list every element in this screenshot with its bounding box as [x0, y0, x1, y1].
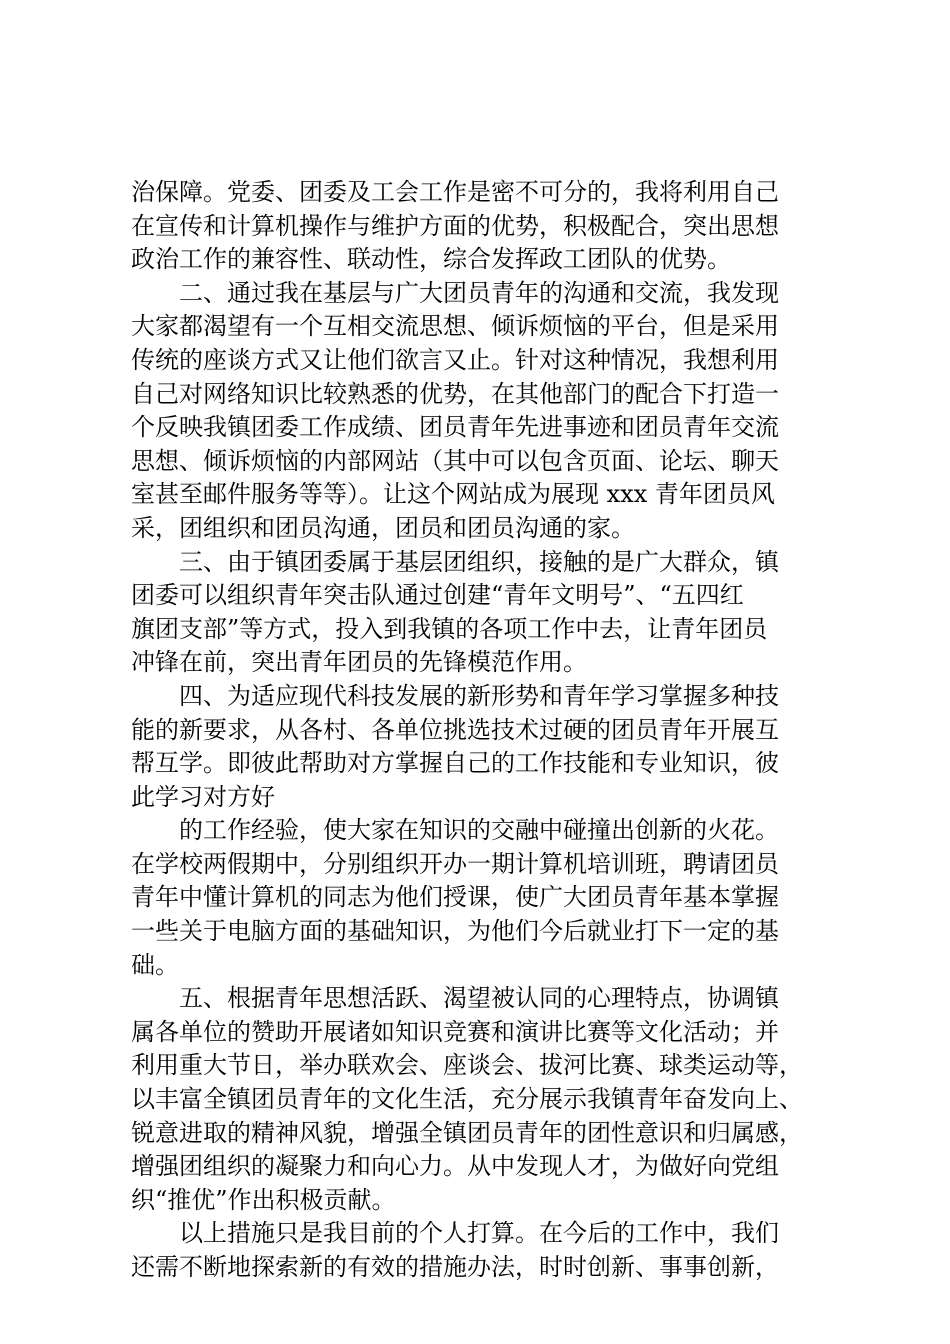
- text-line: 的工作经验，使大家在知识的交融中碰撞出创新的火花。: [179, 816, 779, 845]
- body-text: [131, 176, 831, 1285]
- text-line: 础。: [131, 950, 179, 979]
- text-line: 此学习对方好: [131, 782, 275, 811]
- text-line: 增强团组织的凝聚力和向心力。从中发现人才，为做好向党组: [131, 1152, 779, 1181]
- text-line: 以丰富全镇团员青年的文化生活，充分展示我镇青年奋发向上、: [131, 1085, 803, 1114]
- text-line: 四、为适应现代科技发展的新形势和青年学习掌握多种技: [179, 681, 779, 710]
- text-line: 二、通过我在基层与广大团员青年的沟通和交流，我发现: [179, 278, 779, 307]
- text-line: 三、由于镇团委属于基层团组织，接触的是广大群众，镇: [179, 547, 779, 576]
- text-line: 政治工作的兼容性、联动性，综合发挥政工团队的优势。: [131, 245, 731, 274]
- text-line: 帮互学。即彼此帮助对方掌握自己的工作技能和专业知识，彼: [131, 749, 779, 778]
- text-line: 团委可以组织青年突击队通过创建“青年文明号”、“五四红: [131, 581, 744, 610]
- text-line: 思想、倾诉烦恼的内部网站（其中可以包含页面、论坛、聊天: [131, 446, 779, 475]
- text-line: 一些关于电脑方面的基础知识，为他们今后就业打下一定的基: [131, 917, 779, 946]
- text-line: 属各单位的赞助开展诸如知识竞赛和演讲比赛等文化活动；并: [131, 1017, 779, 1046]
- text-line: 自己对网络知识比较熟悉的优势，在其他部门的配合下打造一: [131, 379, 779, 408]
- text-line: 室甚至邮件服务等等）。让这个网站成为展现 xxx 青年团员风: [131, 480, 775, 509]
- text-line: 治保障。党委、团委及工会工作是密不可分的，我将利用自己: [131, 178, 779, 206]
- text-line: 利用重大节日，举办联欢会、座谈会、拔河比赛、球类运动等，: [131, 1051, 803, 1080]
- text-line: 在宣传和计算机操作与维护方面的优势，积极配合，突出思想: [131, 211, 779, 240]
- text-line: 大家都渴望有一个互相交流思想、倾诉烦恼的平台，但是采用: [131, 312, 779, 341]
- text-line: 采，团组织和团员沟通，团员和团员沟通的家。: [131, 513, 635, 542]
- text-line: 旗团支部”等方式，投入到我镇的各项工作中去，让青年团员: [131, 614, 768, 643]
- text-line: 锐意进取的精神风貌，增强全镇团员青年的团性意识和归属感，: [131, 1118, 803, 1147]
- text-line: 以上措施只是我目前的个人打算。在今后的工作中，我们: [179, 1219, 779, 1248]
- text-line: 能的新要求，从各村、各单位挑选技术过硬的团员青年开展互: [131, 715, 779, 744]
- text-line: 青年中懂计算机的同志为他们授课，使广大团员青年基本掌握: [131, 883, 779, 912]
- text-line: 在学校两假期中，分别组织开办一期计算机培训班，聘请团员: [131, 849, 779, 878]
- text-line: 还需不断地探索新的有效的措施办法，时时创新、事事创新，: [131, 1253, 779, 1281]
- text-line: 传统的座谈方式又让他们欲言又止。针对这种情况，我想利用: [131, 345, 779, 374]
- text-line: 冲锋在前，突出青年团员的先锋模范作用。: [131, 648, 587, 677]
- text-line: 个反映我镇团委工作成绩、团员青年先进事迹和团员青年交流: [131, 413, 779, 442]
- text-line: 织“推优”作出积极贡献。: [131, 1185, 396, 1214]
- text-line: 五、根据青年思想活跃、渴望被认同的心理特点，协调镇: [179, 984, 779, 1013]
